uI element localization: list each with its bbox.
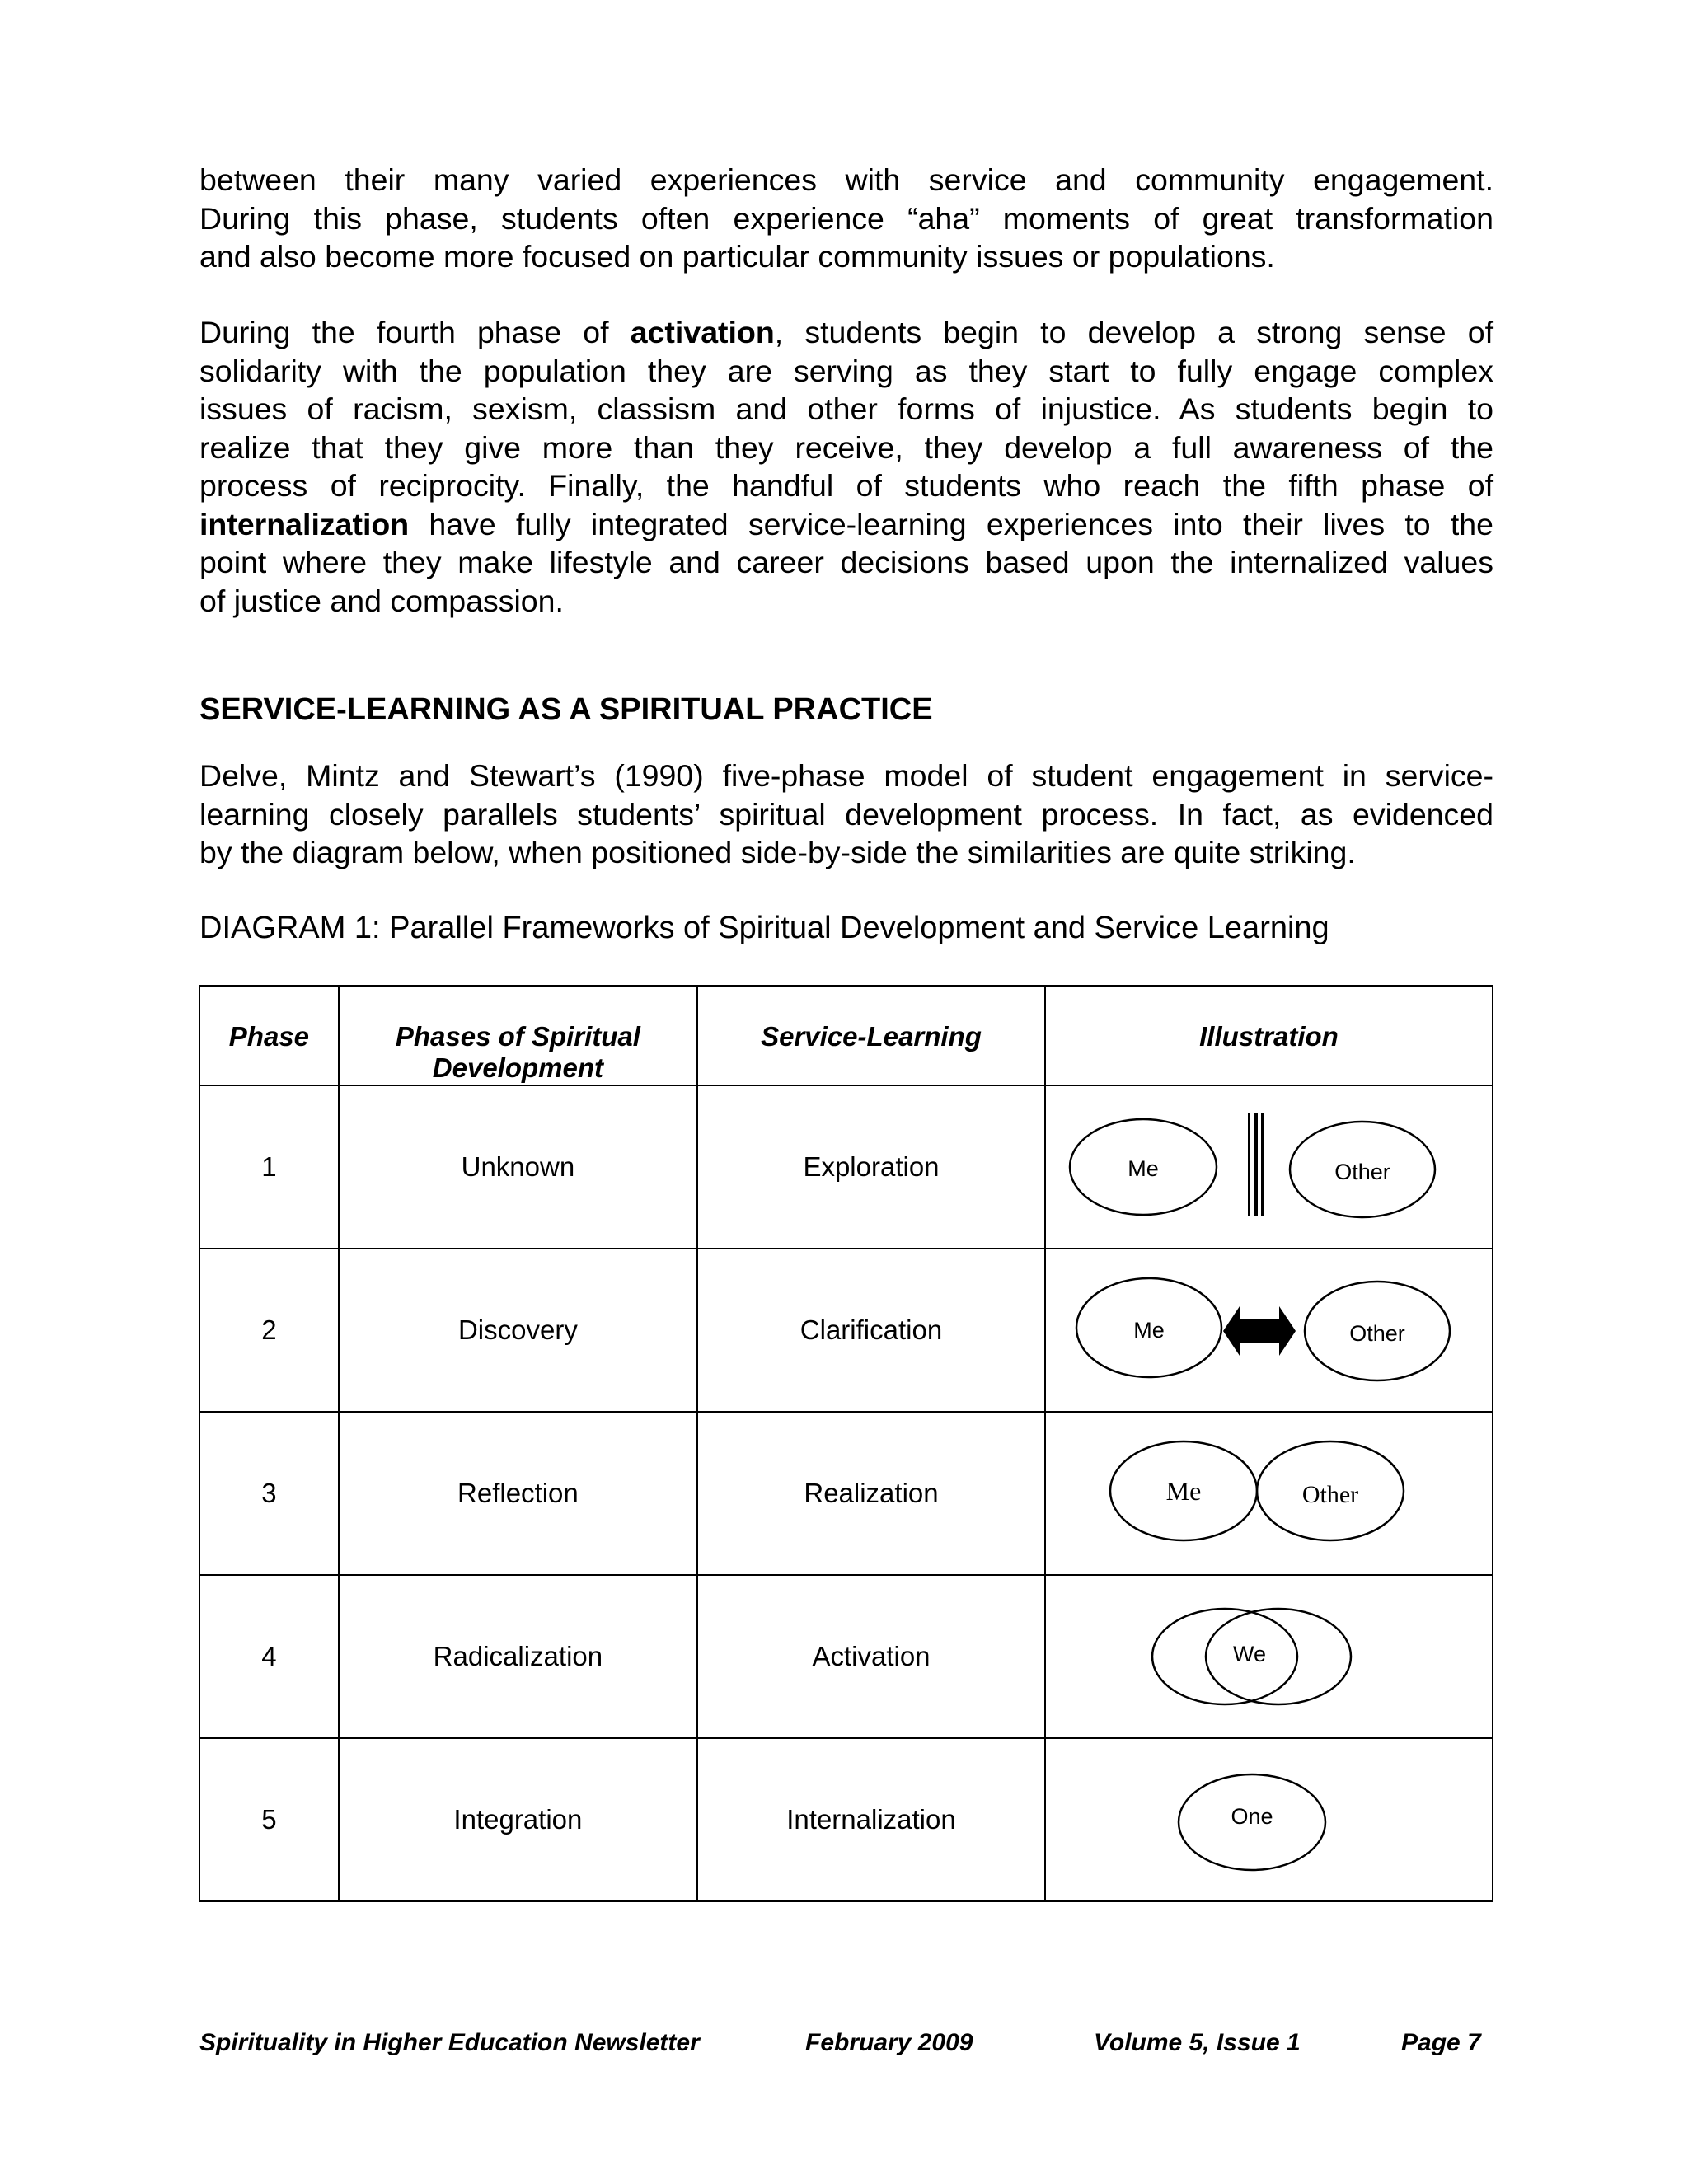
footer-volume: Volume 5, Issue 1 <box>1094 2029 1301 2056</box>
cell-service-phase: Realization <box>697 1412 1045 1575</box>
cell-spiritual-phase: Discovery <box>339 1249 697 1412</box>
text-segment: During the fourth phase of <box>199 315 631 349</box>
we-label: We <box>1233 1642 1267 1666</box>
text-line <box>199 313 1493 352</box>
cell-illustration <box>1045 1412 1493 1575</box>
footer-publication: Spirituality in Higher Education Newsletter <box>199 2029 700 2056</box>
wall-bar-1 <box>1248 1113 1250 1216</box>
diagram-caption: DIAGRAM 1: Parallel Frameworks of Spiritual Development and Service Learning <box>199 911 1329 945</box>
section-heading: SERVICE-LEARNING AS A SPIRITUAL PRACTICE <box>199 692 933 727</box>
table-row <box>199 1738 1493 1901</box>
text-line: issues of racism, sexism, classism and other forms of injustice. As students begin to <box>199 391 1493 426</box>
text-line: of justice and compassion. <box>199 583 564 618</box>
header-phase: Phase <box>199 986 339 1085</box>
discovery-illustration <box>1048 1268 1489 1392</box>
table-row <box>199 1085 1493 1249</box>
cell-service-phase: Exploration <box>697 1085 1045 1249</box>
header-spiritual-line1: Phases of Spiritual <box>395 1021 640 1052</box>
header-service-learning: Service-Learning <box>697 986 1045 1085</box>
text-line: by the diagram below, when positioned side-by-side the similarities are quite striking. <box>199 835 1356 869</box>
cell-phase: 5 <box>199 1738 339 1901</box>
text-segment: have fully integrated service-learning experiences into their lives to the <box>409 506 1493 541</box>
cell-phase: 3 <box>199 1412 339 1575</box>
me-label: Me <box>1133 1318 1165 1343</box>
cell-service-phase: Clarification <box>697 1249 1045 1412</box>
cell-illustration <box>1045 1085 1493 1249</box>
text-segment: , students begin to develop a strong sense of <box>774 315 1494 349</box>
header-illustration: Illustration <box>1045 986 1493 1085</box>
other-label: Other <box>1334 1160 1391 1184</box>
wall-bar-3 <box>1261 1113 1264 1216</box>
other-label: Other <box>1349 1321 1406 1346</box>
cell-spiritual-phase: Unknown <box>339 1085 697 1249</box>
table-row <box>199 1412 1493 1575</box>
paragraph-phase-three-continued <box>199 161 1493 276</box>
table-row <box>199 1575 1493 1738</box>
text-line: Delve, Mintz and Stewart’s (1990) five-phase model of student engagement in service- <box>199 758 1493 793</box>
cell-spiritual-phase: Integration <box>339 1738 697 1901</box>
term-activation: activation <box>630 315 775 349</box>
text-line: realize that they give more than they receive, they develop a full awareness of the <box>199 429 1493 465</box>
paragraph-delve-model <box>199 757 1493 872</box>
touching-illustration <box>1048 1432 1489 1555</box>
unified-illustration <box>1048 1758 1489 1882</box>
term-internalization: internalization <box>199 506 410 541</box>
text-line <box>199 505 1493 544</box>
cell-illustration <box>1045 1249 1493 1412</box>
cell-service-phase: Activation <box>697 1575 1045 1738</box>
footer-date: February 2009 <box>805 2029 973 2056</box>
separated-illustration <box>1048 1105 1489 1229</box>
paragraph-activation-internalization <box>199 313 1493 620</box>
text-line: process of reciprocity. Finally, the handful of students who reach the fifth phase of <box>199 468 1493 503</box>
cell-service-phase: Internalization <box>697 1738 1045 1901</box>
text-line: solidarity with the population they are serving as they start to fully engage complex <box>199 353 1493 388</box>
header-spiritual-line2: Development <box>432 1052 603 1083</box>
wall-bar-2 <box>1254 1113 1258 1216</box>
text-line: between their many varied experiences with service and community engagement. <box>199 162 1493 197</box>
double-arrow-icon <box>1223 1306 1296 1356</box>
text-line: learning closely parallels students’ spiritual development process. In fact, as evidenced <box>199 796 1493 832</box>
header-spiritual-development <box>339 986 697 1085</box>
cell-phase: 1 <box>199 1085 339 1249</box>
parallel-frameworks-table <box>199 985 1493 1902</box>
cell-spiritual-phase: Reflection <box>339 1412 697 1575</box>
cell-illustration <box>1045 1738 1493 1901</box>
me-label: Me <box>1128 1156 1160 1181</box>
me-label: Me <box>1166 1476 1202 1506</box>
cell-phase: 4 <box>199 1575 339 1738</box>
table-header-row <box>199 986 1493 1085</box>
text-line: point where they make lifestyle and career decisions based upon the internalized values <box>199 545 1493 579</box>
text-line: and also become more focused on particular community issues or populations. <box>199 239 1275 274</box>
one-label: One <box>1231 1804 1274 1829</box>
cell-phase: 2 <box>199 1249 339 1412</box>
table-row <box>199 1249 1493 1412</box>
cell-spiritual-phase: Radicalization <box>339 1575 697 1738</box>
text-line: During this phase, students often experience “aha” moments of great transformation <box>199 200 1493 236</box>
footer-page-number: Page 7 <box>1401 2029 1481 2056</box>
other-label: Other <box>1302 1481 1359 1508</box>
cell-illustration <box>1045 1575 1493 1738</box>
overlapping-illustration <box>1048 1595 1489 1718</box>
